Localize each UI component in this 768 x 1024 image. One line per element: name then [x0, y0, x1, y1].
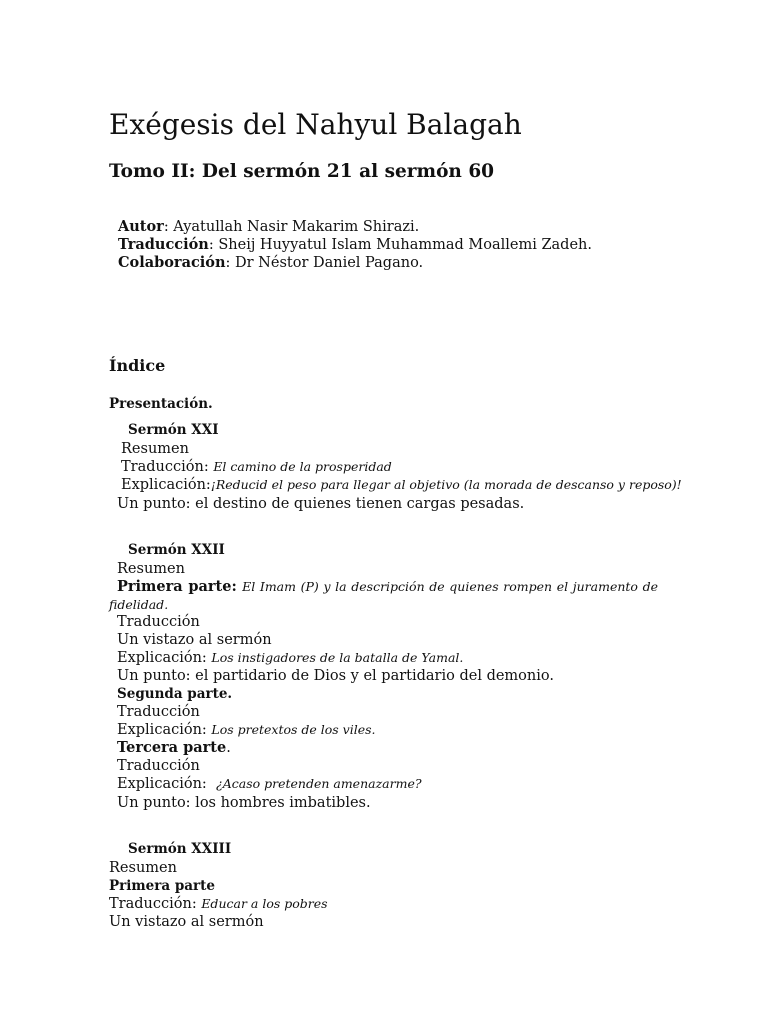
sermon-22-explanation-3-title: ¿Acaso pretenden amenazarme? [216, 776, 422, 791]
book-subtitle: Tomo II: Del sermón 21 al sermón 60 [109, 161, 495, 182]
presentation-entry: Presentación. [109, 396, 213, 412]
sermon-22-part3-label: Tercera parte [117, 739, 227, 756]
sermon-21-explanation-title: ¡Reducid el peso para llegar al objetivo (la morada de descanso y reposo)! [210, 477, 682, 492]
credit-author-value: : Ayatullah Nasir Makarim Shirazi. [163, 219, 420, 235]
sermon-22-translation-2: Traducción [117, 704, 200, 720]
index-title: Índice [109, 356, 166, 375]
sermon-22-explanation-1-title: Los instigadores de la batalla de Yamal. [211, 650, 464, 665]
credit-translation-label: Traducción [118, 236, 209, 253]
credit-collab-value: : Dr Néstor Daniel Pagano. [225, 255, 424, 271]
sermon-22-explanation-3 [117, 775, 422, 793]
sermon-21-translation-label: Traducción: [121, 459, 214, 475]
sermon-21-explanation [121, 476, 682, 494]
credit-collab [118, 254, 423, 272]
sermon-22-part1-title-cont: fidelidad. [109, 597, 169, 612]
sermon-22-point-1: Un punto: el partidario de Dios y el partidario del demonio. [117, 668, 554, 684]
credit-author [118, 218, 419, 236]
sermon-22-part1-title: El Imam (P) y la descripción de quienes rompen el juramento de [242, 579, 659, 594]
credit-collab-label: Colaboración [118, 254, 226, 271]
sermon-22-explanation-3-label: Explicación: [117, 776, 217, 792]
sermon-22-explanation-1 [117, 649, 463, 667]
credit-author-label: Autor [118, 218, 164, 235]
sermon-22-part1-cont [109, 596, 168, 614]
sermon-22-part1 [117, 578, 658, 596]
sermon-22-heading: Sermón XXII [128, 542, 225, 558]
sermon-22-translation: Traducción [117, 614, 200, 630]
sermon-22-part3-dot: . [226, 740, 231, 756]
sermon-22-explanation-2-title: Los pretextos de los viles. [211, 722, 376, 737]
sermon-22-part2: Segunda parte. [117, 686, 233, 702]
sermon-23-translation-title: Educar a los pobres [201, 896, 328, 911]
sermon-22-explanation-1-label: Explicación: [117, 650, 212, 666]
sermon-23-translation [109, 895, 328, 913]
sermon-21-summary: Resumen [121, 441, 189, 457]
credit-translation [118, 236, 592, 254]
sermon-21-point: Un punto: el destino de quienes tienen cargas pesadas. [117, 496, 525, 512]
sermon-21-translation [121, 458, 392, 476]
credit-translation-value: : Sheij Huyyatul Islam Muhammad Moallemi Zadeh. [208, 237, 592, 253]
sermon-22-summary: Resumen [117, 561, 185, 577]
sermon-23-translation-label: Traducción: [109, 896, 202, 912]
sermon-22-translation-3: Traducción [117, 758, 200, 774]
sermon-22-glance: Un vistazo al sermón [117, 632, 272, 648]
sermon-22-point-3: Un punto: los hombres imbatibles. [117, 795, 371, 811]
sermon-23-heading: Sermón XXIII [128, 841, 232, 857]
sermon-21-translation-title: El camino de la prosperidad [213, 459, 392, 474]
sermon-22-part1-label: Primera parte: [117, 578, 237, 595]
sermon-21-explanation-label: Explicación: [121, 477, 211, 493]
sermon-22-explanation-2 [117, 721, 376, 739]
sermon-23-glance: Un vistazo al sermón [109, 914, 264, 930]
sermon-22-part3 [117, 739, 231, 757]
sermon-22-explanation-2-label: Explicación: [117, 722, 212, 738]
sermon-23-summary: Resumen [109, 860, 177, 876]
sermon-23-part1: Primera parte [109, 878, 215, 894]
sermon-21-heading: Sermón XXI [128, 422, 219, 438]
book-title: Exégesis del Nahyul Balagah [109, 108, 522, 141]
